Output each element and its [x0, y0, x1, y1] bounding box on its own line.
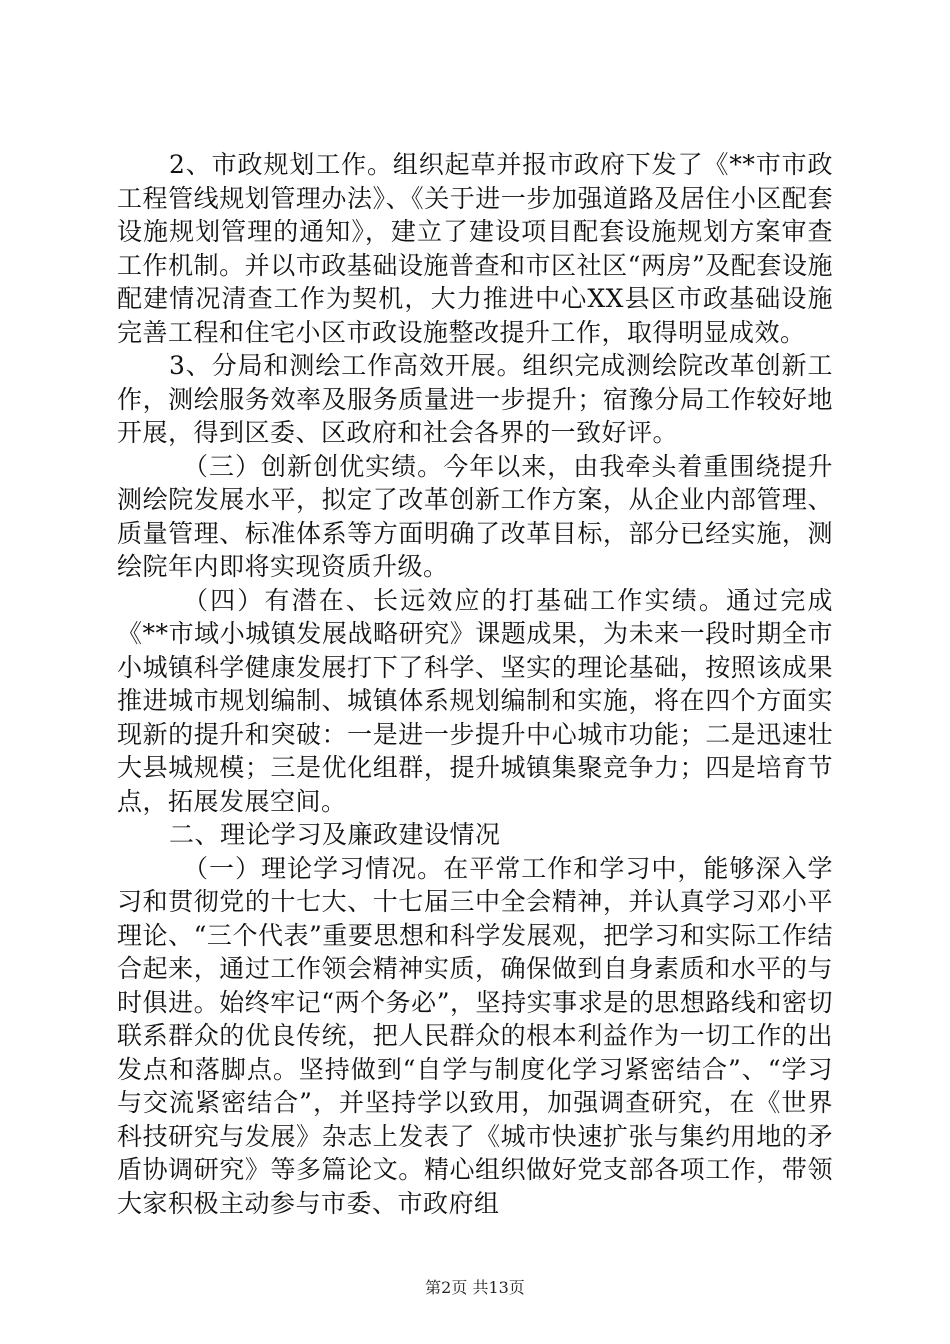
paragraph-surveying-work: 3、分局和测绘工作高效开展。组织完成测绘院改革创新工作，测绘服务效率及服务质量进一步提升；宿豫分局工作较好地开展，得到区委、区政府和社会各界的一致好评。 [117, 351, 833, 447]
paragraph-theory-study: （一）理论学习情况。在平常工作和学习中，能够深入学习和贯彻党的十七大、十七届三中全会精神，并认真学习邓小平理论、“三个代表”重要思想和科学发展观，把学习和实际工作结合起来，通过工作领会精神实质，确保做到自身素质和水平的与时俱进。始终牢记“两个务必”，坚持实事求是的思想路线和密切联系群众的优良传统，把人民群众的根本利益作为一切工作的出发点和落脚点。坚持做到“自学与制度化学习紧密结合”、“学习与交流紧密结合”，并坚持学以致用，加强调查研究，在《世界科技研究与发展》杂志上发表了《城市快速扩张与集约用地的矛盾协调研究》等多篇论文。精心组织做好党支部各项工作，带领大家积极主动参与市委、市政府组 [117, 853, 833, 1218]
paragraph-foundational-work: （四）有潜在、长远效应的打基础工作实绩。通过完成《**市域小城镇发展战略研究》课题成果，为未来一段时期全市小城镇科学健康发展打下了科学、坚实的理论基础，按照该成果推进城市规划编制、城镇体系规划编制和实施，将在四个方面实现新的提升和突破：一是进一步提升中心城市功能；二是迅速壮大县城规模；三是优化组群，提升城镇集聚竞争力；四是培育节点，拓展发展空间。 [117, 585, 833, 816]
paragraph-innovation-achievements: （三）创新创优实绩。今年以来，由我牵头着重围绕提升测绘院发展水平，拟定了改革创新工作方案，从企业内部管理、质量管理、标准体系等方面明确了改革目标，部分已经实施，测绘院年内即将实现资质升级。 [117, 451, 833, 581]
paragraph-municipal-planning: 2、市政规划工作。组织起草并报市政府下发了《**市市政工程管线规划管理办法》、《关于进一步加强道路及居住小区配套设施规划管理的通知》，建立了建设项目配套设施规划方案审查工作机制。并以市政基础设施普查和市区社区“两房”及配套设施配建情况清查工作为契机，大力推进中心XX县区市政基础设施完善工程和住宅小区市政设施整改提升工作，取得明显成效。 [117, 150, 833, 347]
section-heading-theory-study: 二、理论学习及廉政建设情况 [169, 820, 501, 849]
page-number-footer: 第2页 共13页 [425, 1278, 525, 1297]
document-body [117, 148, 833, 1220]
